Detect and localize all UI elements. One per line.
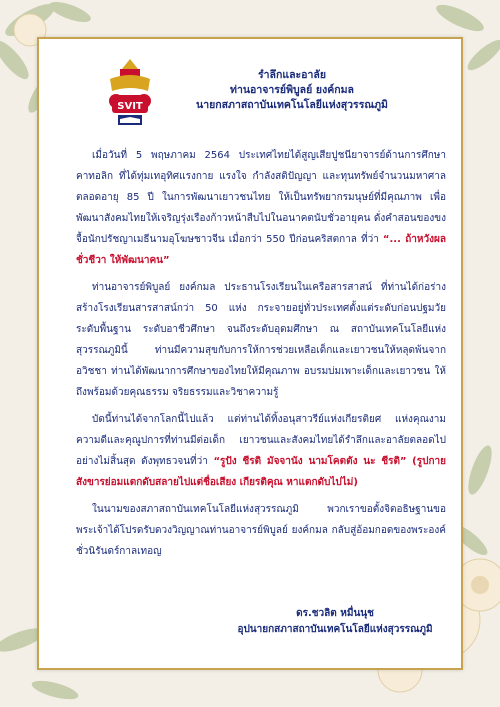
paragraph-1 <box>76 145 446 271</box>
letter-header <box>162 68 422 113</box>
paragraph-3 <box>76 409 446 493</box>
quote-translation: (รูปกายสังขารย่อมแตกดับสลายไปแต่ชื่อเสียง เกียรติคุณ หาแตกดับไปไม่) <box>76 456 446 488</box>
institute-logo <box>104 57 156 129</box>
header-position: นายกสภาสถาบันเทคโนโลยีแห่งสุวรรณภูมิ <box>196 99 388 111</box>
paragraph-4-text: ในนามของสภาสถาบันเทคโนโลยีแห่งสุวรรณภูมิ พวกเราขอตั้งจิตอธิษฐานขอพระเจ้าได้โปรดรับดวงวิญญาณท่านอาจารย์พิบูลย์ ยงค์กมล กลับสู่อ้อมกอดของพระองค์ชั่วนิรันดร์กาลเทอญ <box>76 504 446 557</box>
logo-text: SVIT <box>117 101 143 112</box>
quote-confucius: “... ถ้าหวังผลชั่วชีวา ให้พัฒนาคน” <box>76 234 446 266</box>
paragraph-3-text: บัดนี้ท่านได้จากโลกนี้ไปแล้ว แต่ท่านได้ทิ้งอนุสาวรีย์แห่งเกียรติยศ แห่งคุณงามความดีและคุณูปการที่ท่านมีต่อเด็ก เยาวชนและสังคมไทยได้รำลึกและอาลัยตลอดไปอย่างไม่สิ้นสุด ดังพุทธวจนที่ว่า <box>76 414 446 467</box>
paragraph-1-text: เมื่อวันที่ 5 พฤษภาคม 2564 ประเทศไทยได้สูญเสียปูชนียาจารย์ด้านการศึกษา คาทอลิก ที่ได้ทุ่มเทอุทิศแรงกาย แรงใจ กำลังสติปัญญา และทุนทรัพย์จำนวนมหาศาล ตลอดอายุ 85 ปี ในการพัฒนาเยาวชนไทย ให้เป็นทรัพยากรมนุษย์ที่มีคุณภาพ เพื่อพัฒนาสังคมไทยให้เจริญรุ่งเรืองก้าวหน้าสืบไปในอนาคตนับชั่วอายุคน ดั่งคำสอนของขงจื้อนักปรัชญาเมธีนามอุโฆษชาวจีน เมื่อกว่า 550 ปีก่อนคริสตกาล ที่ว่า <box>76 150 446 245</box>
header-name: ท่านอาจารย์พิบูลย์ ยงค์กมล <box>230 84 354 96</box>
letter-body <box>76 145 446 568</box>
paragraph-4 <box>76 499 446 562</box>
signature-name: ดร.ชวลิต หมื่นนุช <box>296 608 374 619</box>
paragraph-2 <box>76 277 446 403</box>
signature-title: อุปนายกสภาสถาบันเทคโนโลยีแห่งสุวรรณภูมิ <box>237 624 433 635</box>
paragraph-2-text: ท่านอาจารย์พิบูลย์ ยงค์กมล ประธานโรงเรียนในเครือสารสาสน์ ที่ท่านได้ก่อร่างสร้างโรงเรียนสารสาสน์กว่า 50 แห่ง กระจายอยู่ทั่วประเทศตั้งแต่ระดับก่อนปฐมวัย ระดับพื้นฐาน ระดับอาชีวศึกษา จนถึงระดับอุดมศึกษา ณ สถาบันเทคโนโลยีแห่งสุวรรณภูมินี้ ท่านมีความสุขกับการให้การช่วยเหลือเด็กและเยาวชนให้หลุดพ้นจากอวิชชา ท่านได้พัฒนาการศึกษาของไทยให้มีคุณภาพ อบรมบ่มเพาะเด็กและเยาวชน ให้ถึงพร้อมด้วยคุณธรรม จริยธรรมและวิชาความรู้ <box>76 282 446 398</box>
header-title: รำลึกและอาลัย <box>258 69 326 81</box>
quote-buddhist: “รูปัง ชีรติ มัจจานัง นามโคตตัง นะ ชีรติ” <box>213 456 407 467</box>
signature-block <box>200 606 470 638</box>
